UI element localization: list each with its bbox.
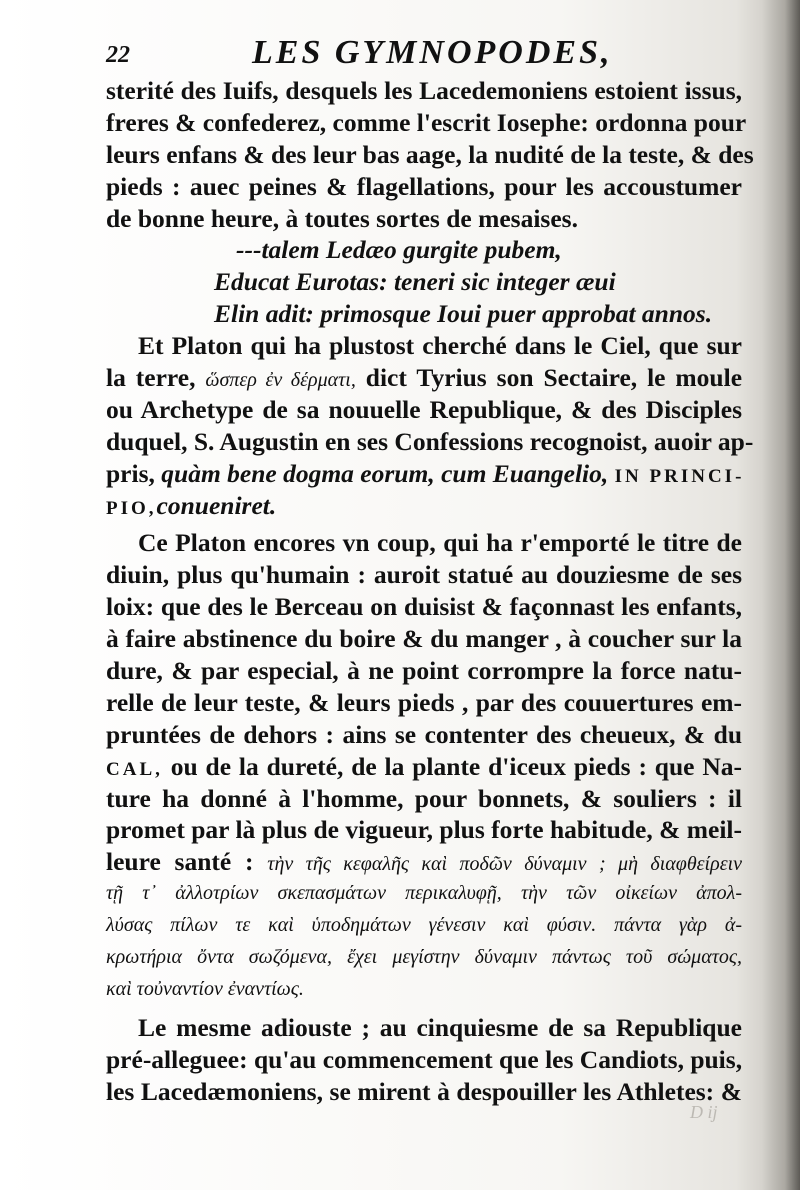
text-line: Et Platon qui ha plustost cherché dans le Ciel, que sur	[138, 331, 742, 361]
text-line	[106, 362, 742, 394]
text-line: les Lacedæmoniens, se mirent à despouiller les Athletes: &	[106, 1076, 742, 1106]
latin-quote: conueniret.	[156, 490, 277, 520]
signature-mark: D ij	[690, 1102, 718, 1122]
text-line: Ce Platon encores vn coup, qui ha r'emporté le titre de	[138, 528, 742, 558]
text-line: à faire abstinence du boire & du manger , à coucher sur la	[106, 624, 742, 654]
text-line: Le mesme adiouste ; au cinquiesme de sa Republique	[138, 1012, 742, 1042]
text-line: dure, & par especial, à ne point corrompre la force natu-	[106, 656, 742, 686]
text-line: promet par là plus de vigueur, plus forte habitude, & meil-	[106, 815, 742, 845]
text-line	[106, 846, 742, 878]
greek-line: τῇ τ᾽ ἀλλοτρίων σκεπασμάτων περικαλυφῇ, τὴν τῶν οἰκείων ἀπολ-	[106, 882, 742, 905]
text-fragment: dict Tyrius son Sectaire, le moule	[365, 363, 743, 393]
text-line: pieds : auec peines & flagellations, pour les accoustumer	[106, 171, 742, 201]
text-line: relle de leur teste, & leurs pieds , par des couuertures em-	[106, 687, 742, 717]
running-title: LES GYMNOPODES,	[252, 34, 613, 71]
greek-line: καὶ τοὐναντίον ἐναντίως.	[106, 977, 304, 1000]
text-line: pruntées de dehors : ains se contenter des cheueux, & du	[106, 719, 742, 749]
text-line: ture ha donné à l'homme, pour bonnets, & souliers : il	[106, 783, 742, 813]
small-caps-text: PIO,	[106, 497, 157, 519]
page-number: 22	[106, 42, 130, 68]
text-line: sterité des Iuifs, desquels les Lacedemoniens estoient issus,	[106, 76, 742, 105]
small-caps-text: CAL,	[106, 758, 163, 780]
verse-line: Elin adit: primosque Ioui puer approbat annos.	[214, 299, 713, 329]
text-line: diuin, plus qu'humain : auroit statué au douziesme de ses	[106, 560, 742, 590]
body-text	[106, 75, 754, 1108]
verse-line: Educat Eurotas: teneri sic integer æui	[214, 267, 616, 297]
text-line: leurs enfans & des leur bas aage, la nudité de la teste, & des	[106, 139, 754, 169]
small-caps-text: IN PRINCI-	[614, 465, 745, 487]
text-line	[106, 751, 742, 783]
page-edge-shadow	[762, 0, 800, 1190]
greek-line: λύσας πίλων τε καὶ ὑποδημάτων γένεσιν καὶ φύσιν. πάντα γὰρ ἀ-	[106, 914, 742, 937]
text-line	[106, 490, 742, 522]
text-fragment: pris,	[106, 458, 155, 488]
text-fragment: la terre,	[106, 363, 196, 393]
greek-line: κρωτήρια ὄντα σωζόμενα, ἔχει μεγίστην δύναμιν πάντως τοῦ σώματος,	[106, 946, 742, 969]
text-line: loix: que des le Berceau on duisist & façonnast les enfants,	[106, 592, 742, 622]
latin-quote: quàm bene dogma eorum, cum Euangelio,	[161, 458, 609, 488]
text-fragment: ou de la dureté, de la plante d'iceux pieds : que Na-	[170, 751, 743, 781]
text-fragment: leure santé :	[106, 847, 254, 877]
text-line	[106, 458, 745, 490]
text-line: pré-alleguee: qu'au commencement que les Candiots, puis,	[106, 1044, 743, 1074]
greek-quote: τὴν τῆς κεφαλῆς καὶ ποδῶν δύναμιν ; μὴ διαφθείρειν	[267, 853, 743, 876]
page-header	[106, 30, 726, 74]
text-line: freres & confederez, comme l'escrit Iosephe: ordonna pour	[106, 107, 747, 137]
text-line: duquel, S. Augustin en ses Confessions recognoist, auoir ap-	[106, 426, 754, 456]
text-line: de bonne heure, à toutes sortes de mesaises.	[106, 203, 578, 233]
text-line: ou Archetype de sa nouuelle Republique, & des Disciples	[106, 394, 742, 424]
verse-line: ---talem Ledæo gurgite pubem,	[236, 235, 562, 265]
greek-quote: ὥσπερ ἐν δέρματι,	[205, 369, 356, 392]
